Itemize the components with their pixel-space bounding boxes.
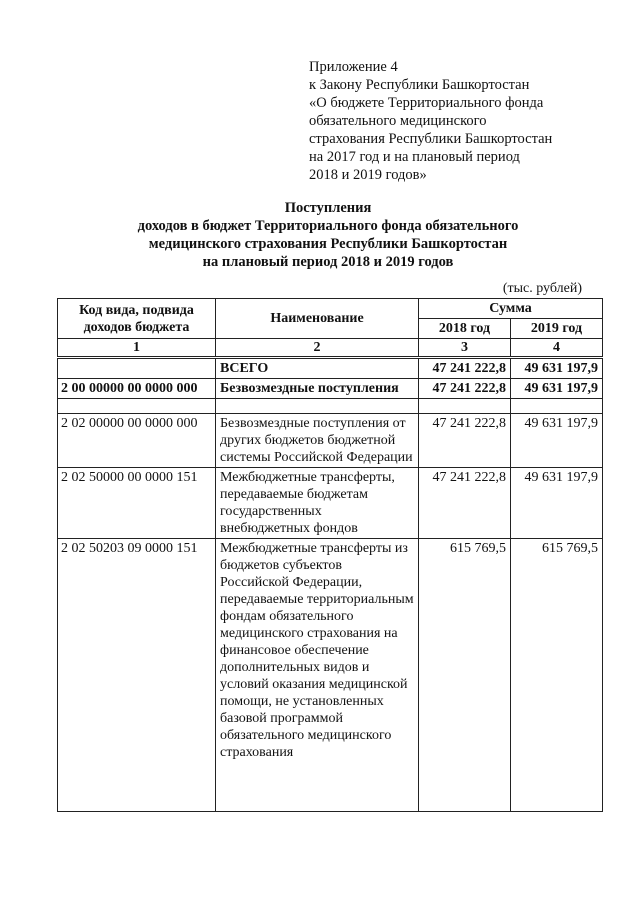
row-name: Межбюджетные трансферты из бюджетов субъектов Российской Федерации, передаваемые территориальным фондам обязательного медицинского страхования на финансовое обеспечение дополнительных видов и условий оказания медицинской помощи, не установленных базовой программой обязательного медицинского страхования [216, 539, 419, 812]
row-value-2019: 615 769,5 [511, 539, 603, 812]
appendix-line: «О бюджете Территориального фонда [309, 95, 544, 111]
row-value-2018: 47 241 222,8 [419, 379, 511, 399]
table-row [58, 379, 603, 399]
appendix-line: 2018 и 2019 годов» [309, 167, 427, 183]
revenue-table [57, 298, 603, 812]
row-value-2019: 49 631 197,9 [511, 414, 603, 468]
table-row [58, 468, 603, 539]
appendix-line: Приложение 4 [309, 59, 398, 75]
appendix-line: на 2017 год и на плановый период [309, 149, 520, 165]
row-name: ВСЕГО [216, 358, 419, 379]
appendix-line: обязательного медицинского [309, 113, 487, 129]
row-code: 2 00 00000 00 0000 000 [58, 379, 216, 399]
header-sum: Сумма [419, 299, 603, 319]
appendix-line: страхования Республики Башкортостан [309, 131, 553, 147]
row-code [58, 358, 216, 379]
title-line: медицинского страхования Республики Башкортостан [148, 236, 508, 252]
row-name: Безвозмездные поступления [216, 379, 419, 399]
row-name: Безвозмездные поступления от других бюджетов бюджетной системы Российской Федерации [216, 414, 419, 468]
row-value-2018: 615 769,5 [419, 539, 511, 812]
document-title [60, 199, 596, 271]
column-number: 4 [511, 339, 603, 358]
row-value-2019: 49 631 197,9 [511, 358, 603, 379]
column-number: 1 [58, 339, 216, 358]
units-label: (тыс. рублей) [502, 281, 582, 296]
appendix-header [309, 58, 552, 184]
header-year-2019: 2019 год [511, 319, 603, 339]
header-year-2018: 2018 год [419, 319, 511, 339]
column-number: 3 [419, 339, 511, 358]
row-value-2018: 47 241 222,8 [419, 358, 511, 379]
header-name: Наименование [216, 299, 419, 339]
row-code: 2 02 50000 00 0000 151 [58, 468, 216, 539]
table-row [58, 414, 603, 468]
row-code: 2 02 50203 09 0000 151 [58, 539, 216, 812]
row-value-2018: 47 241 222,8 [419, 468, 511, 539]
row-name: Межбюджетные трансферты, передаваемые бюджетам государственных внебюджетных фондов [216, 468, 419, 539]
header-code: Код вида, подвида доходов бюджета [58, 299, 216, 339]
title-line: Поступления [284, 200, 372, 216]
title-line: на плановый период 2018 и 2019 годов [202, 254, 454, 270]
appendix-line: к Закону Республики Башкортостан [309, 77, 530, 93]
table-row [58, 539, 603, 812]
row-value-2019: 49 631 197,9 [511, 379, 603, 399]
row-value-2018: 47 241 222,8 [419, 414, 511, 468]
row-code: 2 02 00000 00 0000 000 [58, 414, 216, 468]
spacer-row [58, 399, 603, 414]
table-row [58, 358, 603, 379]
column-number: 2 [216, 339, 419, 358]
title-line: доходов в бюджет Территориального фонда обязательного [137, 218, 519, 234]
row-value-2019: 49 631 197,9 [511, 468, 603, 539]
